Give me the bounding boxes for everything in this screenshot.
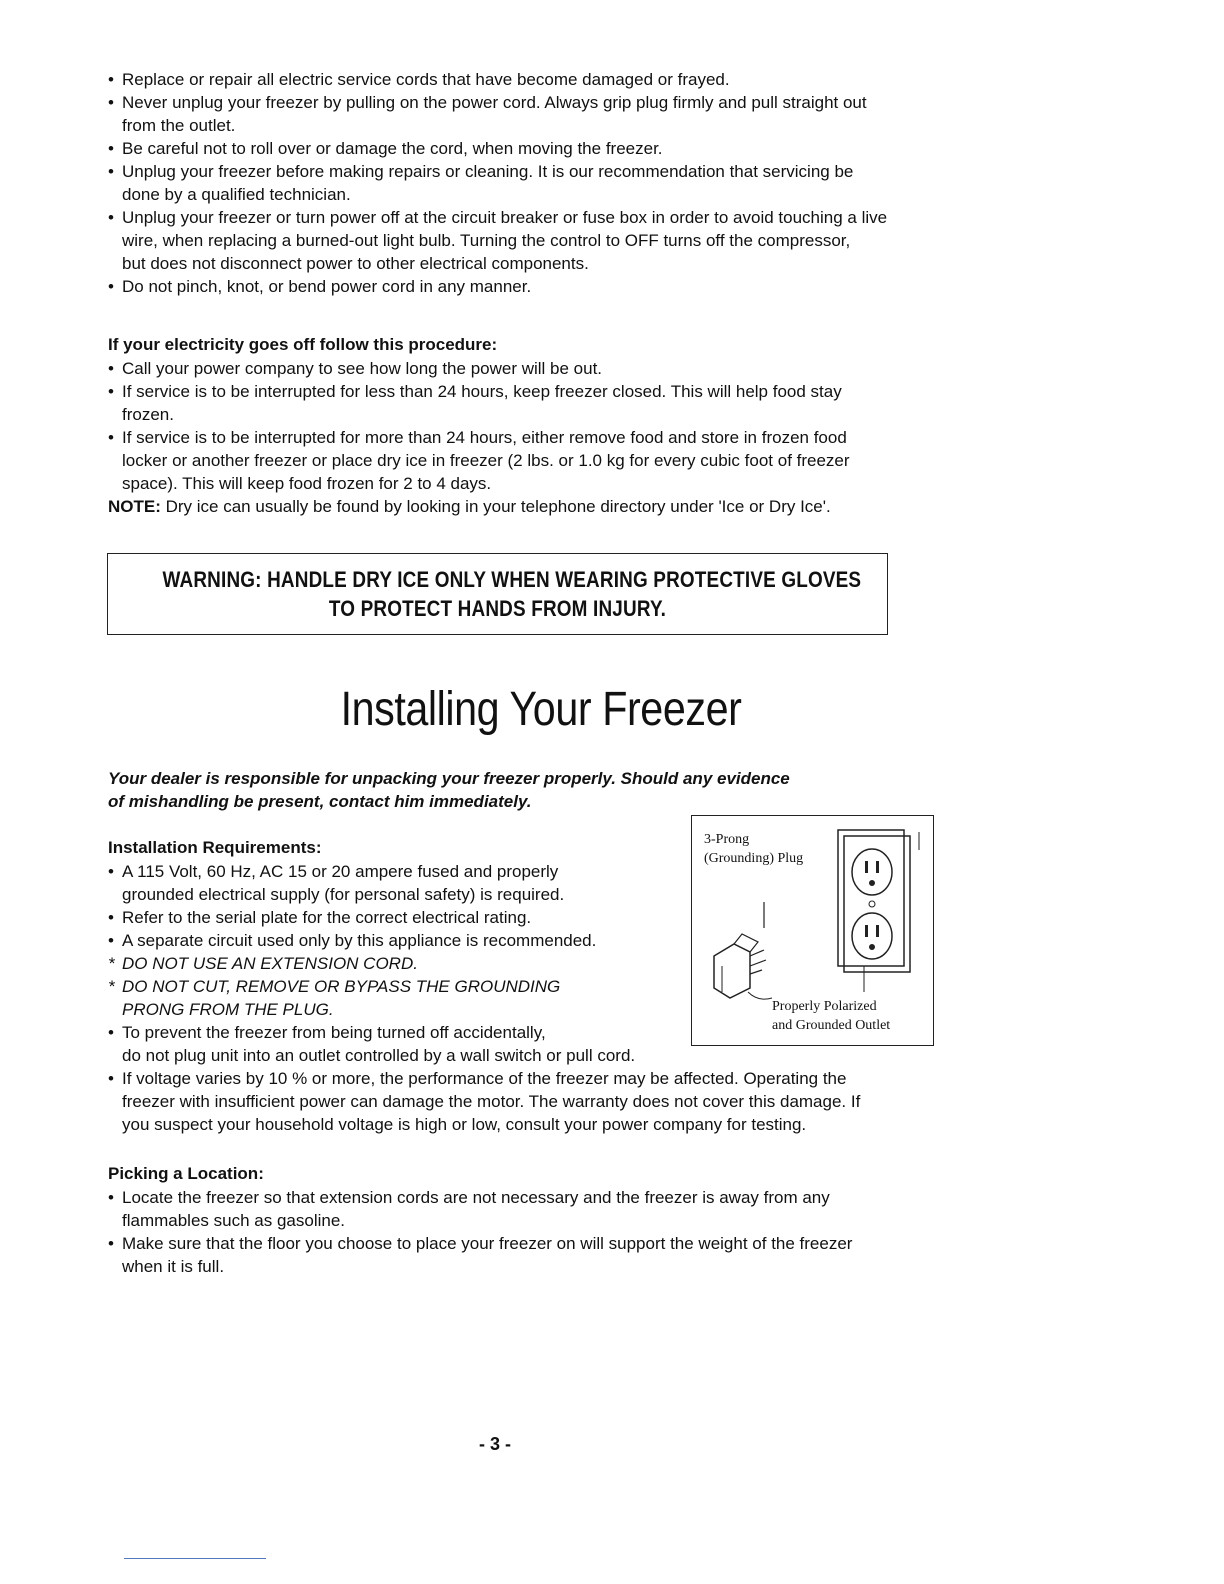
list-item: • If service is to be interrupted for less than 24 hours, keep freezer closed. This will help food stay bbox=[108, 382, 842, 401]
list-item-continuation: PRONG FROM THE PLUG. bbox=[122, 1000, 334, 1019]
list-item: • If service is to be interrupted for more than 24 hours, either remove food and store in frozen food bbox=[108, 428, 847, 447]
grounded-plug-figure bbox=[691, 815, 934, 1046]
list-item: • Make sure that the floor you choose to place your freezer on will support the weight of the freezer bbox=[108, 1234, 853, 1253]
page-title: Installing Your Freezer bbox=[340, 683, 742, 736]
note: NOTE: Dry ice can usually be found by looking in your telephone directory under 'Ice or Dry Ice'. bbox=[108, 497, 831, 516]
list-item: • To prevent the freezer from being turned off accidentally, bbox=[108, 1023, 546, 1042]
list-item: • A separate circuit used only by this appliance is recommended. bbox=[108, 931, 597, 950]
list-item: * DO NOT USE AN EXTENSION CORD. bbox=[108, 954, 418, 973]
list-item: • Locate the freezer so that extension cords are not necessary and the freezer is away from any bbox=[108, 1188, 830, 1207]
section-heading: Picking a Location: bbox=[108, 1164, 264, 1183]
warning-line-1: WARNING: HANDLE DRY ICE ONLY WHEN WEARING PROTECTIVE GLOVES bbox=[162, 567, 862, 592]
plug-label: 3-Prong bbox=[704, 832, 750, 847]
list-item-continuation: freezer with insufficient power can damage the motor. The warranty does not cover this damage. If bbox=[122, 1092, 861, 1111]
list-item-continuation: wire, when replacing a burned-out light bulb. Turning the control to OFF turns off the compressor, bbox=[122, 231, 851, 250]
list-item: • Replace or repair all electric service cords that have become damaged or frayed. bbox=[108, 70, 730, 89]
list-item-continuation: flammables such as gasoline. bbox=[122, 1211, 346, 1230]
list-item-continuation: locker or another freezer or place dry ice in freezer (2 lbs. or 1.0 kg for every cubic foot of freezer bbox=[122, 451, 850, 470]
warning-box bbox=[107, 553, 888, 635]
list-item: • Refer to the serial plate for the correct electrical rating. bbox=[108, 908, 532, 927]
dealer-note bbox=[108, 767, 790, 813]
electrical-safety-list bbox=[108, 68, 887, 298]
note-label: NOTE: bbox=[108, 497, 161, 516]
list-item-continuation: frozen. bbox=[122, 405, 174, 424]
section-heading: Installation Requirements: bbox=[108, 838, 322, 857]
list-item: • If voltage varies by 10 % or more, the performance of the freezer may be affected. Operating the bbox=[108, 1069, 847, 1088]
footer-rule bbox=[124, 1558, 266, 1559]
list-item: • Call your power company to see how long the power will be out. bbox=[108, 359, 603, 378]
list-item: * DO NOT CUT, REMOVE OR BYPASS THE GROUNDING bbox=[108, 977, 561, 996]
list-item-continuation: but does not disconnect power to other electrical components. bbox=[122, 254, 589, 273]
plug-label: (Grounding) Plug bbox=[704, 851, 804, 866]
list-item: • Do not pinch, knot, or bend power cord in any manner. bbox=[108, 277, 532, 296]
dealer-note-line: of mishandling be present, contact him immediately. bbox=[108, 792, 532, 811]
power-outage-section bbox=[108, 333, 850, 518]
list-item: • Never unplug your freezer by pulling on the power cord. Always grip plug firmly and pull straight out bbox=[108, 93, 867, 112]
location-section bbox=[108, 1162, 852, 1278]
outlet-label: and Grounded Outlet bbox=[772, 1018, 891, 1033]
list-item: • Be careful not to roll over or damage the cord, when moving the freezer. bbox=[108, 139, 663, 158]
list-item-continuation: done by a qualified technician. bbox=[122, 185, 351, 204]
list-item-continuation: you suspect your household voltage is high or low, consult your power company for testing. bbox=[122, 1115, 807, 1134]
warning-line-2: TO PROTECT HANDS FROM INJURY. bbox=[328, 596, 667, 621]
outlet-icon bbox=[838, 830, 919, 992]
list-item-continuation: when it is full. bbox=[122, 1257, 225, 1276]
list-item: • A 115 Volt, 60 Hz, AC 15 or 20 ampere fused and properly bbox=[108, 862, 559, 881]
page-number: - 3 - bbox=[478, 1434, 511, 1454]
plug-icon bbox=[714, 902, 772, 999]
dealer-note-line: Your dealer is responsible for unpacking your freezer properly. Should any evidence bbox=[108, 769, 790, 788]
list-item: • Unplug your freezer or turn power off at the circuit breaker or fuse box in order to avoid touching a live bbox=[108, 208, 888, 227]
list-item-continuation: from the outlet. bbox=[122, 116, 236, 135]
outlet-label: Properly Polarized bbox=[772, 999, 877, 1014]
section-heading: If your electricity goes off follow this procedure: bbox=[108, 335, 498, 354]
list-item-continuation: space). This will keep food frozen for 2 to 4 days. bbox=[122, 474, 492, 493]
list-item-continuation: grounded electrical supply (for personal safety) is required. bbox=[122, 885, 565, 904]
list-item-continuation: do not plug unit into an outlet controlled by a wall switch or pull cord. bbox=[122, 1046, 636, 1065]
list-item: • Unplug your freezer before making repairs or cleaning. It is our recommendation that servicing be bbox=[108, 162, 854, 181]
